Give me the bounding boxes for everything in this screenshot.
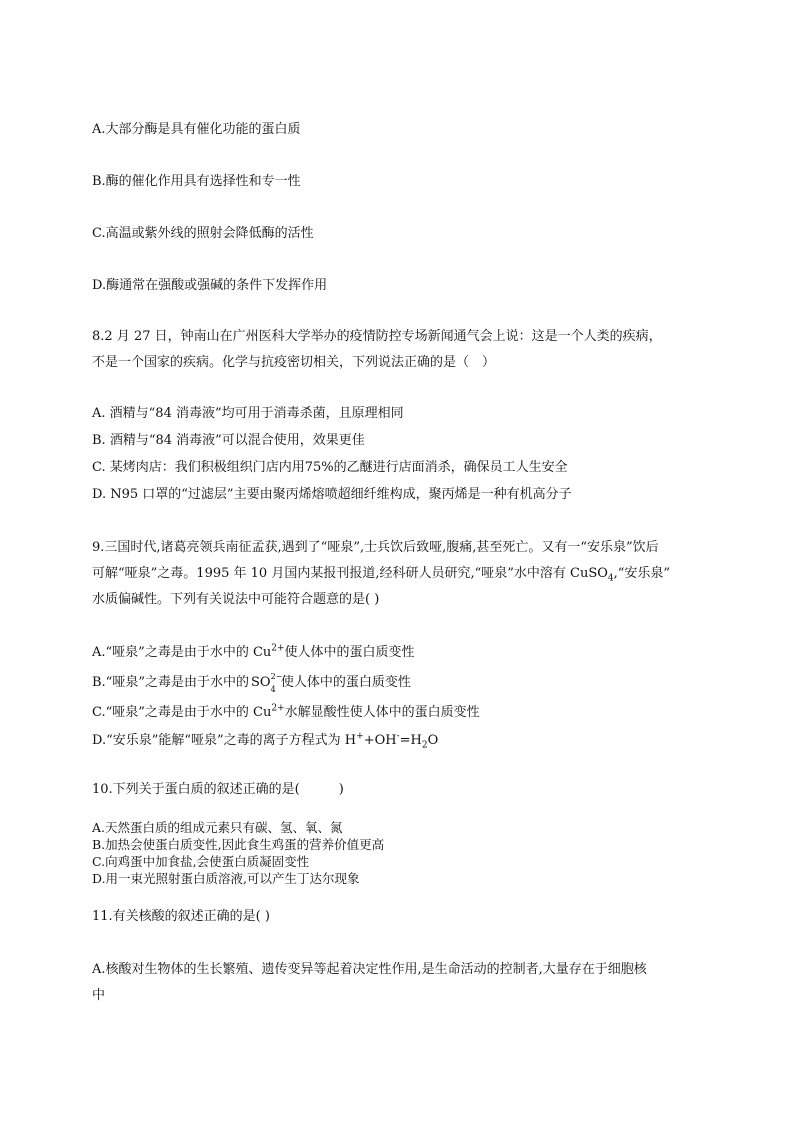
q7-option-a: A.大部分酶是具有催化功能的蛋白质 <box>92 122 301 137</box>
q10-option-c: C.向鸡蛋中加食盐,会使蛋白质凝固变性 <box>92 854 310 869</box>
q11-stem: 11.有关核酸的叙述正确的是( ) <box>92 909 270 924</box>
q8-option-b: B. 酒精与“84 消毒液”可以混合使用，效果更佳 <box>92 433 365 448</box>
q7-option-c: C.高温或紫外线的照射会降低酶的活性 <box>92 226 314 241</box>
q10-stem: 10.下列关于蛋白质的叙述正确的是( ) <box>92 782 344 797</box>
q9-option-a: A.“哑泉”之毒是由于水中的 $Cu^{2+}$使人体中的蛋白质变性 <box>92 643 415 660</box>
q7-option-b: B.酶的催化作用具有选择性和专一性 <box>92 174 301 189</box>
q10-option-a: A.天然蛋白质的组成元素只有碳、氢、氧、氮 <box>92 820 343 835</box>
q8-stem-line2: 不是一个国家的疾病。化学与抗疫密切相关，下列说法正确的是（ ） <box>92 355 496 370</box>
q10-option-b: B.加热会使蛋白质变性,因此食生鸡蛋的营养价值更高 <box>92 837 385 852</box>
q8-stem-line1: 8.2 月 27 日，钟南山在广州医科大学举办的疫情防控专场新闻通气会上说：这是一个人类的疾病， <box>92 329 662 344</box>
q9-option-b: B.“哑泉”之毒是由于水中的 SO 2− 4 使人体中的蛋白质变性 <box>92 672 411 694</box>
q7-option-d: D.酶通常在强酸或强碱的条件下发挥作用 <box>92 278 328 293</box>
q8-option-a: A. 酒精与“84 消毒液”均可用于消毒杀菌，且原理相同 <box>92 406 404 421</box>
q11-option-a-line1: A.核酸对生物体的生长繁殖、遗传变异等起着决定性作用,是生命活动的控制者,大量存在于细胞核 <box>92 962 647 977</box>
q9-stem-line1: 9.三国时代,诸葛亮领兵南征孟获,遇到了“哑泉”,士兵饮后致哑,腹痛,甚至死亡。又有一“安乐泉”饮后 <box>92 540 659 555</box>
q8-option-d: D. N95 口罩的“过滤层”主要由聚丙烯熔喷超细纤维构成，聚丙烯是一种有机高分子 <box>92 487 572 502</box>
q10-option-d: D.用一束光照射蛋白质溶液,可以产生丁达尔现象 <box>92 871 360 886</box>
q11-option-a-line2: 中 <box>92 988 106 1003</box>
q9-option-c: C.“哑泉”之毒是由于水中的 $Cu^{2+}$水解显酸性使人体中的蛋白质变性 <box>92 703 480 720</box>
sulfate-ion: SO 2− 4 <box>250 672 283 694</box>
q9-stem-line2: 可解“哑泉”之毒。1995 年 10 月国内某报刊报道,经科研人员研究,“哑泉”水中溶有 CuSO$_4$,“安乐泉” <box>92 566 671 584</box>
q9-stem-line3: 水质偏碱性。下列有关说法中可能符合题意的是( ) <box>92 592 380 607</box>
q9-option-d: D.“安乐泉”能解“哑泉”之毒的离子方程式为 $H^++OH^-=H_2O$ <box>92 731 439 751</box>
q8-option-c: C. 某烤肉店：我们积极组织门店内用75%的乙醚进行店面消杀，确保员工人生安全 <box>92 460 568 475</box>
